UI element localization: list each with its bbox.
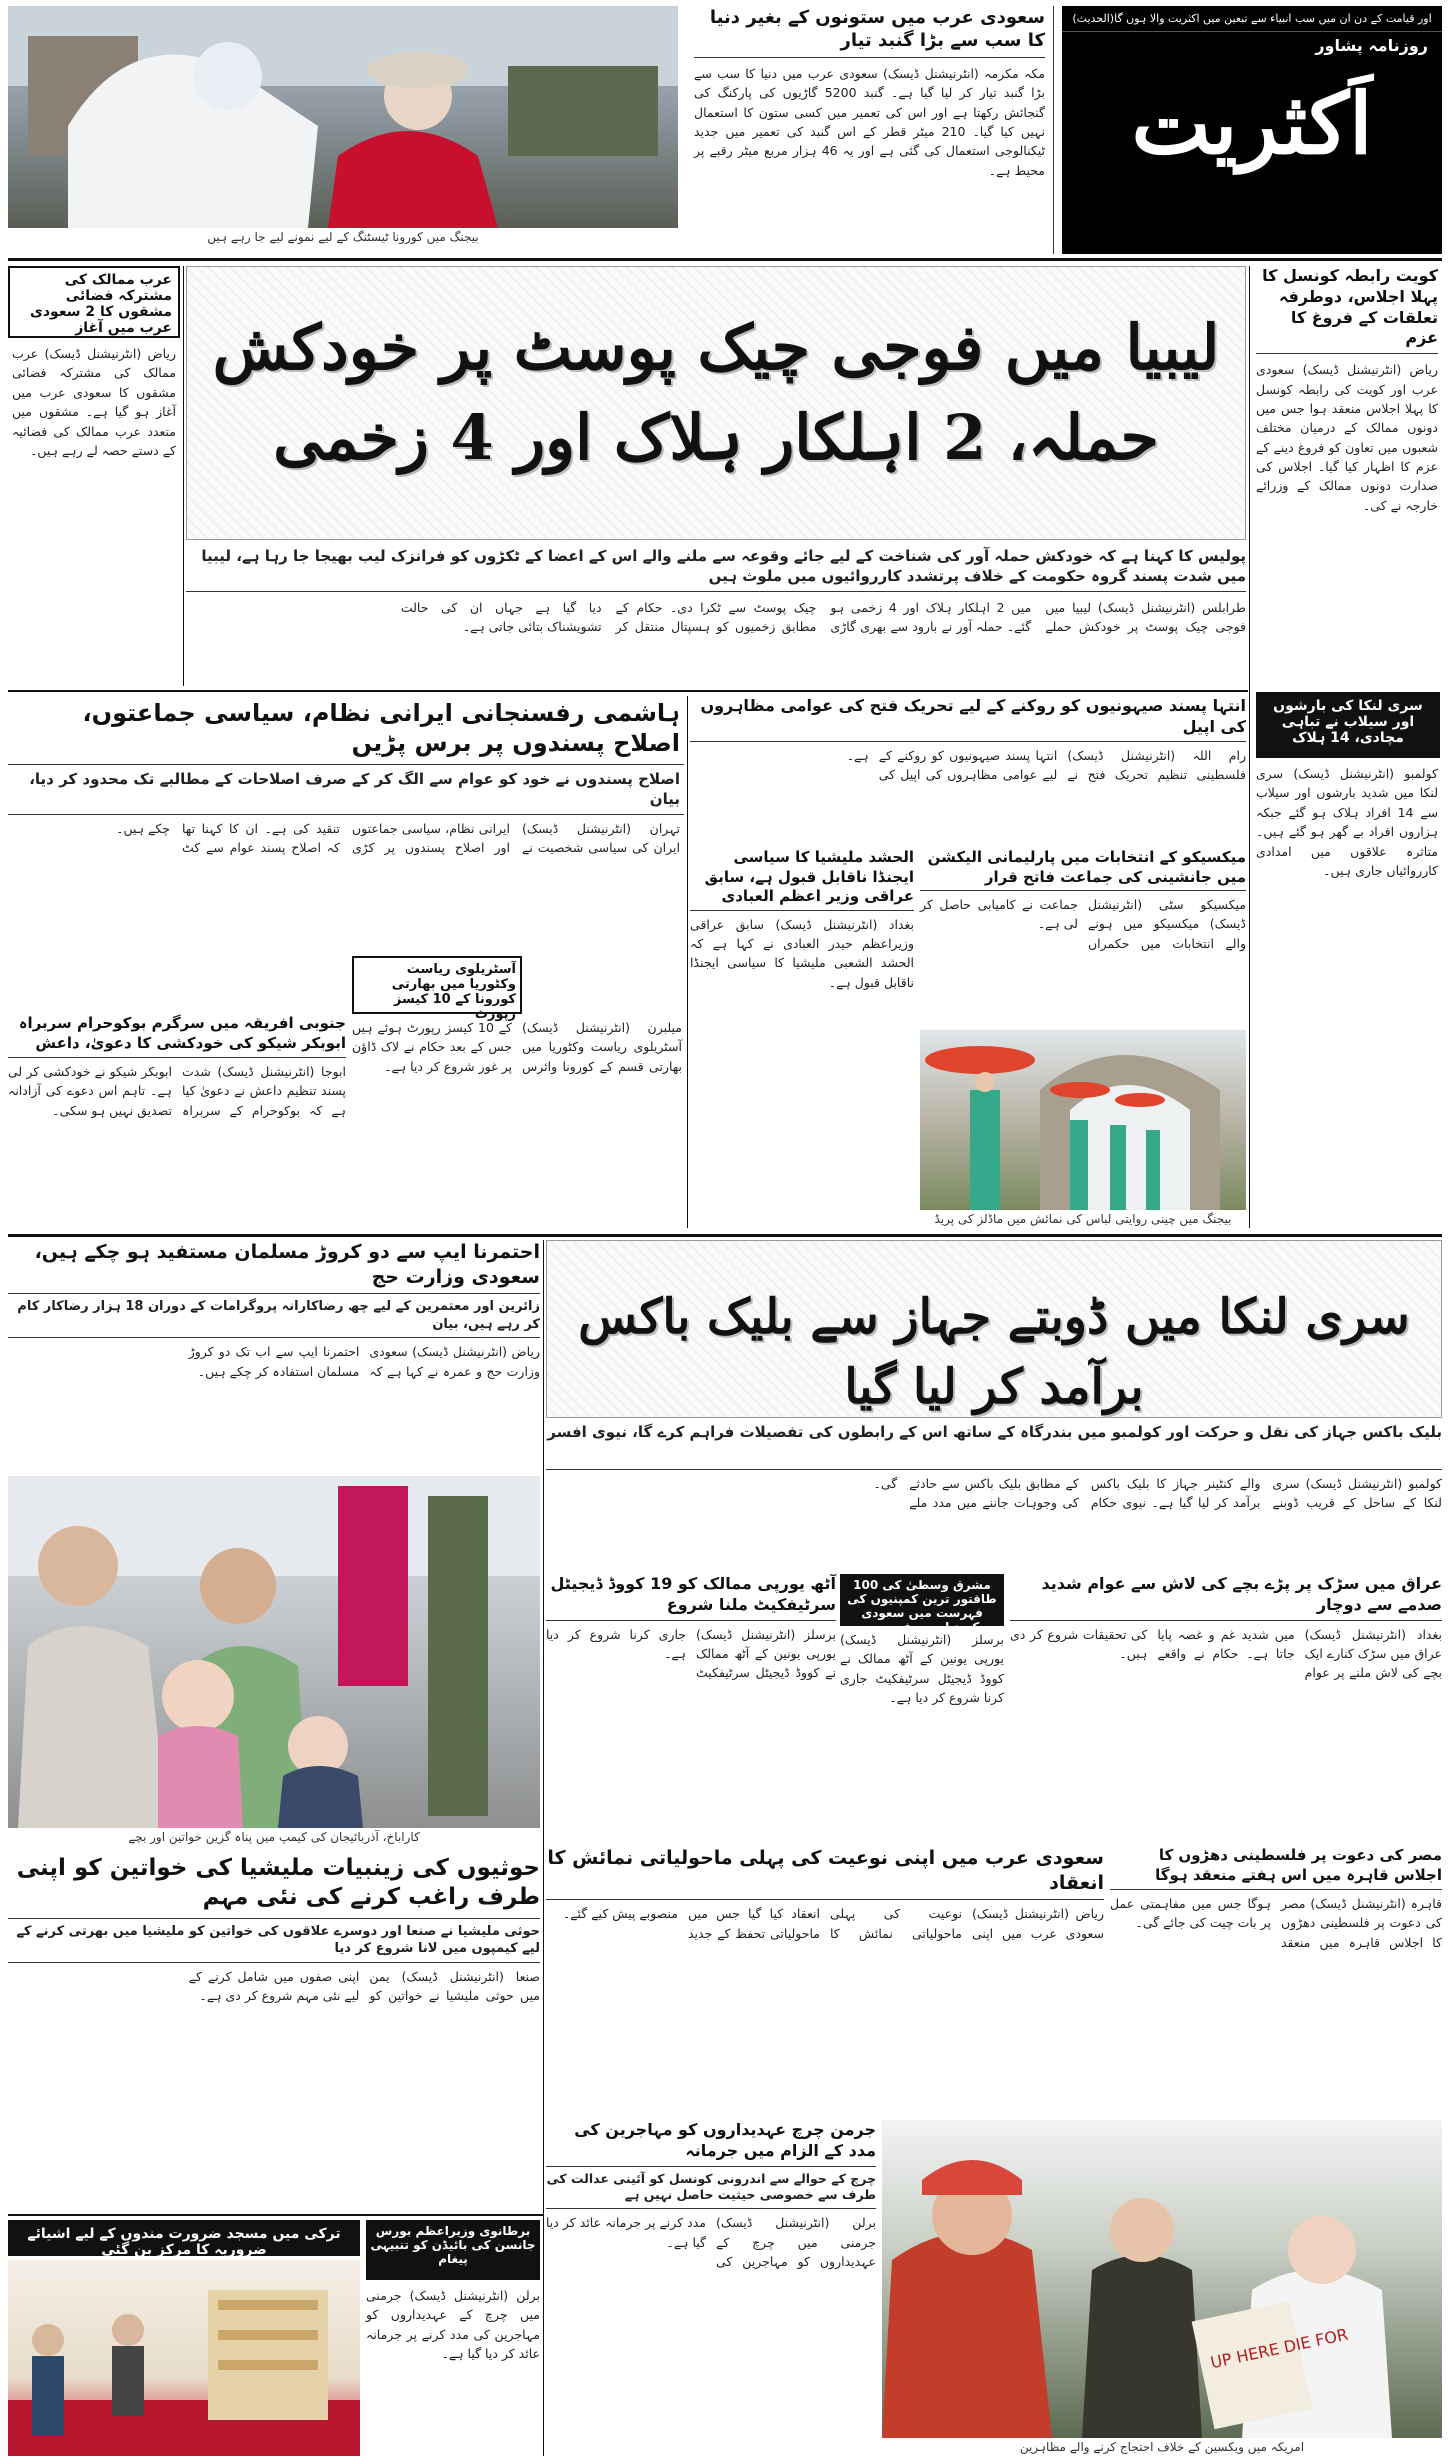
saudi-exhibition-body: ریاض (انٹرنیشنل ڈیسک) سعودی عرب میں اپنی نوعیت کی پہلی ماحولیاتی نمائش کا انعقاد کیا گیا جس میں ماحولیاتی تحفظ کے جدید منصوبے پیش کیے گئے۔: [562, 1906, 1104, 1941]
refugee-photo-caption: کاراباخ، آذربائیجان کی کیمپ میں پناہ گزین خواتین اور بچے: [128, 1830, 420, 1844]
protest-photo: [882, 2120, 1442, 2438]
palestine-article: [690, 696, 1246, 844]
libya-headline-box: [186, 266, 1246, 540]
yemen-body: صنعا (انٹرنیشنل ڈیسک) یمن میں حوثی ملیشیا نے خواتین کو اپنی صفوں میں شامل کرنے کے لیے نئی مہم شروع کر دی ہے۔: [188, 1968, 540, 2003]
africa-headline: جنوبی افریقہ میں سرگرم بوکوحرام سربراہ ابوبکر شیکو کی خودکشی کا دعویٰ، داعش: [8, 1014, 346, 1058]
saudi-exhibition-headline: سعودی عرب میں اپنی نوعیت کی پہلی ماحولیاتی نمائش کا انعقاد: [546, 1846, 1104, 1900]
iraq-child-headline: عراق میں سڑک پر پڑے بچے کی لاش سے عوام شدید صدمے سے دوچار: [1010, 1574, 1442, 1621]
yemen-article: [8, 1854, 540, 2210]
libya-body: طرابلس (انٹرنیشنل ڈیسک) لیبیا میں فوجی چیک پوسٹ پر خودکش حملے میں 2 اہلکار ہلاک اور 4 زخمی ہو گئے۔ حملہ آور نے بارود سے بھری گاڑی چیک پوسٹ سے ٹکرا دی۔ حکام کے مطابق زخمیوں کو ہسپتال منتقل کر دیا گیا ہے جہاں ان کی حالت تشویشناک بتائی جاتی ہے۔: [400, 600, 1246, 635]
iran-article: [8, 696, 684, 954]
ship-body: کولمبو (انٹرنیشنل ڈیسک) سری لنکا کے ساحل کے قریب ڈوبنے والے کنٹینر جہاز کا بلیک باکس برآمد کر لیا گیا ہے۔ نیوی حکام کے مطابق بلیک باکس سے حادثے کی وجوہات جاننے میں مدد ملے گی۔: [873, 1476, 1442, 1511]
masthead: [1062, 6, 1442, 254]
rule-top: [8, 258, 1442, 261]
models-photo-caption: بیجنگ میں چینی روایتی لباس کی نمائش میں ماڈلز کی پریڈ: [934, 1212, 1232, 1226]
kuwait-headline: کویت رابطہ کونسل کا پہلا اجلاس، دوطرفہ تعلقات کے فروغ کا عزم: [1256, 266, 1438, 354]
divider-v2: [183, 266, 184, 686]
mexico-article: [920, 848, 1246, 1024]
germany-subhead: چرچ کے حوالے سے اندرونی کونسل کو آئینی عدالت کی طرف سے خصوصی حیثیت حاصل نہیں ہے: [546, 2167, 876, 2210]
mosque-photo: [8, 2260, 360, 2456]
mideast-companies-label: مشرق وسطیٰ کی 100 طاقتور ترین کمپنیوں کی فہرست میں سعودی کمپنیاں سرفہرست: [840, 1574, 1004, 1626]
iraq-abadi-article: [690, 848, 914, 1228]
protest-photo-illustration: [882, 2120, 1442, 2438]
divider-v3: [687, 696, 688, 1228]
ship-headline: سری لنکا میں ڈوبتے جہاز سے بلیک باکس برآمد کر لیا گیا: [578, 1289, 1410, 1415]
mexico-body: میکسیکو سٹی (انٹرنیشنل ڈیسک) میکسیکو میں ہونے والے انتخابات میں حکمراں جماعت نے کامیابی حاصل کر لی ہے۔: [920, 897, 1246, 951]
mosque-photo-illustration: [8, 2260, 360, 2456]
yemen-subhead: حوثی ملیشیا نے صنعا اور دوسرے علاقوں کی خواتین کو ملیشیا میں بھرتی کرنے کے لیے کیمپوں میں لانا شروع کر دیا: [8, 1919, 540, 1963]
germany-body: برلن (انٹرنیشنل ڈیسک) جرمنی میں چرچ کے عہدیداروں کو مہاجرین کی مدد کرنے پر جرمانہ عائد کر دیا گیا ہے۔: [546, 2215, 876, 2270]
protest-photo-caption: امریکہ میں ویکسین کے خلاف احتجاج کرنے والے مظاہرین: [1019, 2440, 1305, 2454]
hajj-subhead: زائرین اور معتمرین کے لیے چھ رضاکارانہ پروگرامات کے دوران 18 ہزار رضاکار کام کر رہے ہیں، بیان: [8, 1294, 540, 1338]
iraq-child-article: [1010, 1574, 1442, 1840]
uk-pm-body: برلن (انٹرنیشنل ڈیسک) جرمنی میں چرچ کے عہدیداروں کو مہاجرین کی مدد کرنے پر جرمانہ عائد کر دیا گیا ہے۔: [366, 2288, 540, 2362]
hajj-body: ریاض (انٹرنیشنل ڈیسک) سعودی وزارت حج و عمرہ نے کہا ہے کہ احتمرنا ایپ سے اب تک دو کروڑ مسلمان استفادہ کر چکے ہیں۔: [188, 1344, 540, 1379]
kuwait-body: ریاض (انٹرنیشنل ڈیسک) سعودی عرب اور کویت کی رابطہ کونسل کا پہلا اجلاس منعقد ہوا جس میں دونوں ممالک کے درمیان مختلف شعبوں میں تعاون کو فروغ دینے کے عزم کا اظہار کیا گیا۔ اجلاس کی صدارت دونوں ممالک کے وزرائے خارجہ نے کی۔: [1256, 362, 1438, 513]
refugee-photo-illustration: [8, 1476, 540, 1828]
rule-mid: [8, 1234, 1442, 1237]
vaccine-article: [546, 1574, 836, 1840]
models-photo-illustration: [920, 1030, 1246, 1210]
iran-body: تہران (انٹرنیشنل ڈیسک) ایران کی سیاسی شخصیت نے ایرانی نظام، سیاسی جماعتوں اور اصلاح پسندوں پر کڑی تنقید کی ہے۔ ان کا کہنا تھا کہ اصلاح پسند عوام سے کٹ چکے ہیں۔: [116, 820, 680, 855]
hajj-headline: احتمرنا ایپ سے دو کروڑ مسلمان مستفید ہو چکے ہیں، سعودی وزارت حج: [8, 1240, 540, 1294]
masthead-tagline: اور قیامت کے دن ان میں سب انبیاء سے تبعین میں اکثریت والا ہوں گا(الحدیث): [1062, 6, 1442, 32]
ship-headline-box: [546, 1240, 1442, 1418]
germany-article: [546, 2120, 876, 2456]
africa-article: [8, 1014, 346, 1228]
egypt-article: [1110, 1846, 1442, 2112]
divider-v4: [543, 1240, 544, 2456]
saudi-dome-article: [686, 6, 1054, 254]
srilanka-flood-body: کولمبو (انٹرنیشنل ڈیسک) سری لنکا میں شدید بارشوں اور سیلاب سے 14 افراد ہلاک ہو گئے جبکہ ہزاروں افراد بے گھر ہو گئے ہیں۔ متاثرہ علاقوں میں امدادی کارروائیاں جاری ہیں۔: [1256, 766, 1438, 878]
australia-body: میلبرن (انٹرنیشنل ڈیسک) آسٹریلوی ریاست وکٹوریا میں بھارتی قسم کے کورونا وائرس کے 10 کیسز رپورٹ ہوئے ہیں جس کے بعد حکام نے لاک ڈاؤن پر غور شروع کر دیا ہے۔: [352, 1020, 682, 1074]
saudi-dome-headline: سعودی عرب میں ستونوں کے بغیر دنیا کا سب سے بڑا گنبد تیار: [694, 6, 1045, 58]
vaccine-headline: آٹھ یورپی ممالک کو 19 کووڈ ڈیجیٹل سرٹیفکیٹ ملنا شروع: [546, 1574, 836, 1621]
masthead-edition: روزنامہ پشاور: [1315, 36, 1428, 55]
turkey-headline: ترکی میں مسجد ضرورت مندوں کے لیے اشیائے ضروریہ کا مرکز بن گئی: [8, 2220, 360, 2256]
ship-subhead: بلیک باکس جہاز کی نقل و حرکت اور کولمبو میں بندرگاہ کے ساتھ اس کے رابطوں کی تفصیلات فراہم کرے گا، نیوی افسر: [546, 1422, 1442, 1470]
egypt-body: قاہرہ (انٹرنیشنل ڈیسک) مصر کی دعوت پر فلسطینی دھڑوں کا اجلاس قاہرہ میں منعقد ہوگا جس میں مفاہمتی عمل پر بات چیت کی جائے گی۔: [1110, 1896, 1442, 1950]
mexico-headline: میکسیکو کے انتخابات میں پارلیمانی الیکشن میں جانشینی کی جماعت فاتح قرار: [920, 848, 1246, 891]
companies-body: برسلز (انٹرنیشنل ڈیسک) یورپی یونین کے آٹھ ممالک نے کووڈ ڈیجیٹل سرٹیفکیٹ جاری کرنا شروع کر دیا ہے۔: [840, 1632, 1004, 1706]
iraq-abadi-headline: الحشد ملیشیا کا سیاسی ایجنڈا ناقابل قبول ہے، سابق عراقی وزیر اعظم العبادی: [690, 848, 914, 911]
arab-exercise-body: ریاض (انٹرنیشنل ڈیسک) عرب ممالک کی مشترکہ فضائی مشقوں کا سعودی عرب میں آغاز ہو گیا ہے۔ مشقوں میں متعدد عرب ممالک کی فضائیہ کے دستے حصہ لے رہے ہیں۔: [12, 346, 176, 458]
africa-body: ابوجا (انٹرنیشنل ڈیسک) شدت پسند تنظیم داعش نے دعویٰ کیا ہے کہ بوکوحرام کے سربراہ ابوبکر شیکو نے خودکشی کر لی ہے۔ تاہم اس دعوے کی آزادانہ تصدیق نہیں ہو سکی۔: [8, 1064, 346, 1118]
libya-subhead: پولیس کا کہنا ہے کہ خودکش حملہ آور کی شناخت کے لیے جائے وقوعہ سے ملنے والے اس کے اعضا کے ٹکڑوں کو فرانزک لیب بھیجا جا رہا ہے، لیبیا میں شدت پسند گروہ حکومت کے خلاف پرتشدد کارروائیوں میں ملوث ہیں: [186, 546, 1246, 592]
protest-sign-text: UP HERE DIE FOR: [1208, 2324, 1350, 2373]
srilanka-flood-label: سری لنکا کی بارشوں اور سیلاب نے تباہی مچادی، 14 ہلاک: [1256, 692, 1440, 758]
palestine-headline: انتہا پسند صیہونیوں کو روکنے کے لیے تحریک فتح کی عوامی مظاہروں کی اپیل: [690, 696, 1246, 742]
rule-bottom: [8, 2214, 544, 2216]
iraq-child-body: بغداد (انٹرنیشنل ڈیسک) عراق میں سڑک کنارے ایک بچے کی لاش ملنے پر عوام میں شدید غم و غصہ پایا جاتا ہے۔ حکام نے واقعے کی تحقیقات شروع کر دی ہیں۔: [1010, 1626, 1442, 1681]
divider-v1: [1249, 266, 1250, 1228]
refugee-photo: [8, 1476, 540, 1828]
rule-libya: [8, 690, 1248, 692]
saudi-exhibition-article: [546, 1846, 1104, 2112]
top-photo: [8, 6, 678, 228]
germany-headline: جرمن چرچ عہدیداروں کو مہاجرین کی مدد کے الزام میں جرمانہ: [546, 2120, 876, 2167]
kuwait-article: [1252, 266, 1442, 686]
palestine-body: رام اللہ (انٹرنیشنل ڈیسک) فلسطینی تنظیم تحریک فتح نے انتہا پسند صیہونیوں کو روکنے کے لیے عوامی مظاہروں کی اپیل کی ہے۔: [846, 747, 1246, 782]
saudi-dome-body: مکہ مکرمہ (انٹرنیشنل ڈیسک) سعودی عرب میں دنیا کا سب سے بڑا گنبد تیار کر لیا گیا ہے۔ گنبد 5200 گاڑیوں کی پارکنگ کی گنجائش رکھتا ہے اور اس کی تعمیر میں کسی ستون کا استعمال نہیں کیا گیا۔ 210 میٹر قطر کے اس گنبد کی تعمیر میں جدید ٹیکنالوجی استعمال کی گئی ہے اور یہ 46 ہزار مربع میٹر رقبے پر محیط ہے۔: [694, 65, 1045, 178]
yemen-headline: حوثیوں کی زینبیات ملیشیا کی خواتین کو اپنی طرف راغب کرنے کی نئی مہم: [8, 1854, 540, 1919]
iran-subhead: اصلاح پسندوں نے خود کو عوام سے الگ کر کے صرف اصلاحات کے مطالبے تک محدود کر دیا، بیان: [8, 765, 684, 815]
vaccine-body: برسلز (انٹرنیشنل ڈیسک) یورپی یونین کے آٹھ ممالک نے کووڈ ڈیجیٹل سرٹیفکیٹ جاری کرنا شروع کر دیا ہے۔: [546, 1626, 836, 1681]
top-photo-caption: بیجنگ میں کورونا ٹیسٹنگ کے لیے نمونے لیے جا رہے ہیں: [207, 230, 479, 244]
top-photo-illustration: [8, 6, 678, 228]
masthead-title: اَکثریت: [1131, 74, 1373, 173]
arab-exercise-label: عرب ممالک کی مشترکہ فضائی مشقوں کا 2 سعودی عرب میں آغاز: [8, 266, 180, 338]
hajj-article: [8, 1240, 540, 1470]
models-photo: [920, 1030, 1246, 1210]
australia-label: آسٹریلوی ریاست وکٹوریا میں بھارتی کورونا کے 10 کیسز رپورٹ: [352, 956, 522, 1014]
egypt-headline: مصر کی دعوت پر فلسطینی دھڑوں کا اجلاس قاہرہ میں اس ہفتے منعقد ہوگا: [1110, 1846, 1442, 1890]
uk-pm-label: برطانوی وزیراعظم بورس جانسن کی بائیڈن کو تنبیہی پیغام: [366, 2220, 540, 2280]
libya-headline: لیبیا میں فوجی چیک پوسٹ پر خودکش حملہ، 2 اہلکار ہلاک اور 4 زخمی: [212, 311, 1220, 474]
iraq-abadi-body: بغداد (انٹرنیشنل ڈیسک) سابق عراقی وزیراعظم حیدر العبادی نے کہا ہے کہ الحشد الشعبی ملیشیا کا سیاسی ایجنڈا ناقابل قبول ہے۔: [690, 916, 914, 990]
iran-headline: ہاشمی رفسنجانی ایرانی نظام، سیاسی جماعتوں، اصلاح پسندوں پر برس پڑیں: [8, 696, 684, 765]
